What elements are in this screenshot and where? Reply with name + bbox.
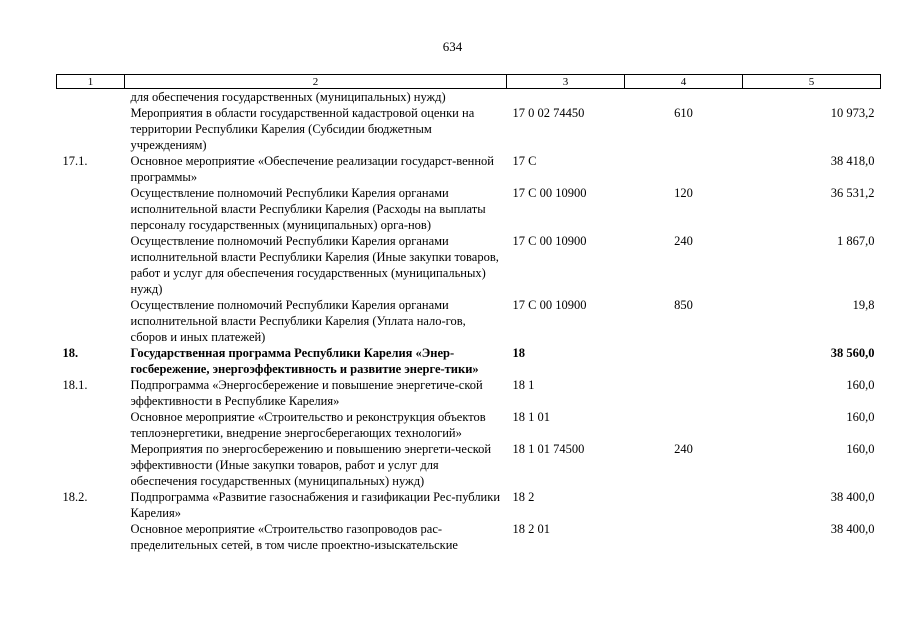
row-name: Подпрограмма «Развитие газоснабжения и газификации Рес-публики Карелия» — [130, 490, 501, 520]
row-code: 18 1 01 74500 — [512, 442, 585, 456]
row-sum: 160,0 — [846, 442, 875, 456]
row-name: Основное мероприятие «Строительство и реконструкция объектов теплоэнергетики, внедрение энергосберегающих технологий» — [130, 410, 486, 440]
row-code: 17 С 00 10900 — [512, 298, 587, 312]
row-number — [57, 441, 125, 489]
row-expense-type — [625, 89, 743, 106]
header-col-2: 2 — [125, 75, 507, 89]
row-code: 18 2 01 — [512, 522, 550, 536]
row-sum: 38 400,0 — [830, 490, 875, 504]
table-row — [57, 233, 881, 297]
row-name: Мероприятия по энергосбережению и повышению энергети-ческой эффективности (Иные закупки товаров, работ и услуг для обеспечения государственных (муниципальных) нужд) — [130, 442, 492, 488]
row-number: 17.1. — [62, 154, 88, 168]
row-sum: 160,0 — [846, 410, 875, 424]
table-row — [57, 441, 881, 489]
row-name: Подпрограмма «Энергосбережение и повышение энергетиче-ской эффективности в Республике Карелия» — [130, 378, 483, 408]
row-code: 18 — [512, 346, 525, 360]
table-row — [57, 345, 881, 377]
row-number: 18.2. — [62, 490, 88, 504]
table-row — [57, 153, 881, 185]
table-header — [57, 75, 881, 89]
row-sum: 38 418,0 — [830, 154, 875, 168]
table-row — [57, 409, 881, 441]
header-col-5: 5 — [743, 75, 881, 89]
budget-table — [56, 74, 881, 553]
row-number: 18. — [62, 346, 79, 360]
row-expense-type — [625, 153, 743, 185]
row-sum — [743, 89, 881, 106]
row-sum: 19,8 — [852, 298, 875, 312]
row-sum: 38 400,0 — [830, 522, 875, 536]
row-name: Государственная программа Республики Карелия «Энер-госбережение, энергоэффективность и развитие энерге-тики» — [130, 346, 479, 376]
row-number — [57, 105, 125, 153]
row-code: 17 С 00 10900 — [512, 186, 587, 200]
row-number — [57, 521, 125, 553]
row-expense-type: 120 — [674, 186, 693, 200]
row-number — [57, 297, 125, 345]
row-number — [57, 185, 125, 233]
row-name: Осуществление полномочий Республики Карелия органами исполнительной власти Республики Карелия (Уплата нало-гов, сборов и иных платежей) — [130, 298, 466, 344]
row-name: Осуществление полномочий Республики Карелия органами исполнительной власти Республики Карелия (Расходы на выплаты персоналу государственных (муниципальных) орга-нов) — [130, 186, 486, 232]
table-row — [57, 185, 881, 233]
row-name: Мероприятия в области государственной кадастровой оценки на территории Республики Карелия (Субсидии бюджетным учреждениям) — [130, 106, 475, 152]
row-sum: 36 531,2 — [830, 186, 875, 200]
row-code — [507, 89, 625, 106]
row-sum: 38 560,0 — [830, 346, 875, 360]
header-col-1: 1 — [57, 75, 125, 89]
row-expense-type — [625, 345, 743, 377]
row-expense-type: 610 — [674, 106, 693, 120]
page-number: 634 — [442, 39, 463, 54]
row-name: Основное мероприятие «Строительство газопроводов рас-пределительных сетей, в том числе проектно-изыскательские — [130, 522, 458, 552]
row-name: для обеспечения государственных (муниципальных) нужд) — [130, 90, 446, 104]
row-code: 18 1 01 — [512, 410, 550, 424]
row-code: 17 0 02 74450 — [512, 106, 585, 120]
table-row — [57, 377, 881, 409]
table-row — [57, 521, 881, 553]
row-name: Осуществление полномочий Республики Карелия органами исполнительной власти Республики Карелия (Иные закупки товаров, работ и услуг для обеспечения государственных (муниципальных) нужд) — [130, 234, 499, 296]
row-code: 17 С — [512, 154, 537, 168]
row-expense-type — [625, 489, 743, 521]
row-number: 18.1. — [62, 378, 88, 392]
row-code: 17 С 00 10900 — [512, 234, 587, 248]
header-row — [57, 75, 881, 89]
row-number — [57, 409, 125, 441]
row-number — [57, 89, 125, 106]
table-row — [57, 489, 881, 521]
row-expense-type: 850 — [674, 298, 693, 312]
row-expense-type — [625, 409, 743, 441]
row-expense-type — [625, 377, 743, 409]
row-expense-type — [625, 521, 743, 553]
row-code: 18 1 — [512, 378, 535, 392]
header-col-3: 3 — [507, 75, 625, 89]
header-col-4: 4 — [625, 75, 743, 89]
row-sum: 160,0 — [846, 378, 875, 392]
row-name: Основное мероприятие «Обеспечение реализации государст-венной программы» — [130, 154, 495, 184]
row-code: 18 2 — [512, 490, 535, 504]
table-row — [57, 105, 881, 153]
table-row — [57, 89, 881, 106]
row-sum: 10 973,2 — [830, 106, 875, 120]
row-expense-type: 240 — [674, 442, 693, 456]
row-number — [57, 233, 125, 297]
row-sum: 1 867,0 — [837, 234, 875, 248]
table-row — [57, 297, 881, 345]
table-body — [57, 89, 881, 554]
row-expense-type: 240 — [674, 234, 693, 248]
